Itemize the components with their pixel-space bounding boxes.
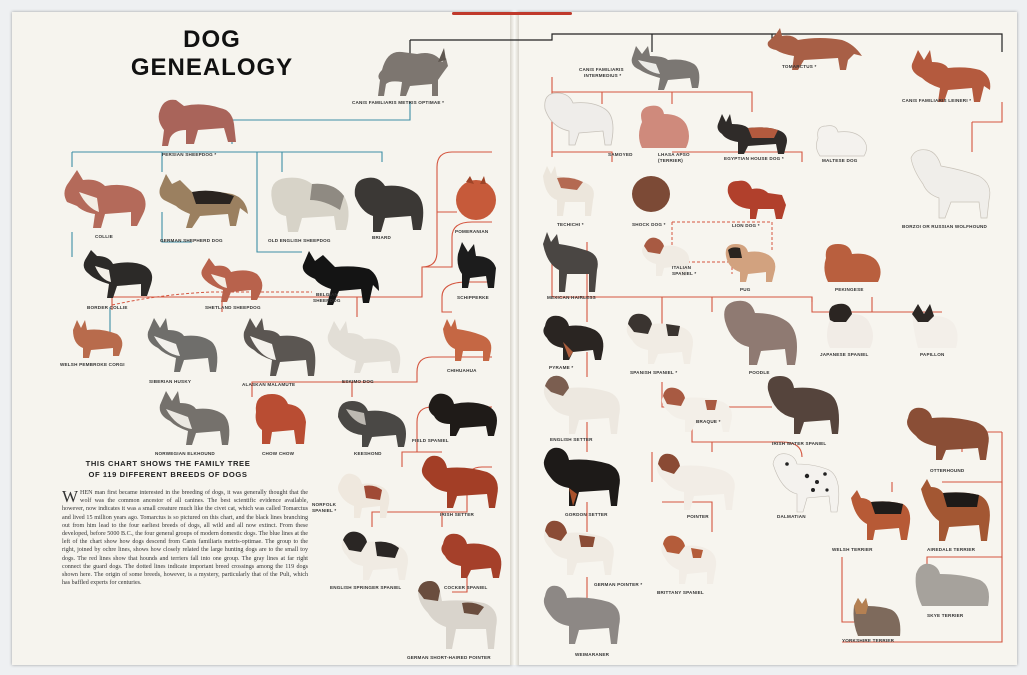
samoyed-illustration <box>537 87 617 151</box>
lhasa-apso-illustration <box>634 100 692 152</box>
japanese-spaniel-illustration <box>822 300 876 350</box>
label-cocker-spaniel: COCKER SPANIEL <box>444 585 488 590</box>
magazine-spread <box>12 12 1017 665</box>
label-border-collie: BORDER COLLIE <box>87 305 128 310</box>
collie-illustration <box>57 162 152 232</box>
alaskan-malamute-illustration <box>236 314 318 380</box>
chart-heading <box>78 458 258 480</box>
article-text: HEN man first became interested in the breeding of dogs, it was generally thought that the wolf was the common ancestor of all canines. The best scientific evidence available, however, now indicates it was a small creature much like the civet cat, which was called Tomarctus and lived 15 million years ago. Tomarctus is so pictured on this chart, and the black lines branching out from him lead to the four earliest breeds of dogs, all wild and all now extinct. From these developed, before 5000 B.C., the four general groups of modern domestic dogs. The blue lines at the left of the chart show how dogs descend from Canis familiaris metris-optimae. The group to the right, joined by ochre lines, shows how closely related the large hunting dogs are to the small toy dogs. The red lines show that hounds and terriers fall into one group. The gray lines at far right connect the guard dogs. The dotted lines indicate important breed crossings among the 119 dogs shown here. The origin of some breeds, however, is a mystery, particularly that of the Puli, which has baffled experts for centuries. <box>62 490 308 587</box>
chihuahua-illustration <box>437 317 499 365</box>
label-japanese-spaniel: JAPANESE SPANIEL <box>820 352 869 357</box>
label-siberian-husky: SIBERIAN HUSKY <box>149 379 192 384</box>
skye-terrier-illustration <box>912 560 994 610</box>
label-airedale-terrier: AIREDALE TERRIER <box>927 547 976 552</box>
english-setter-illustration <box>539 372 627 438</box>
label-brittany-spaniel: BRITTANY SPANIEL <box>657 590 704 595</box>
label-german-short-haired-pointer: GERMAN SHORT-HAIRED POINTER <box>407 655 491 660</box>
welsh-terrier-illustration <box>847 488 915 544</box>
german-pointer-illustration <box>539 517 621 579</box>
border-collie-illustration <box>77 244 157 302</box>
canis-familiaris-intermedius-illustration <box>624 42 704 92</box>
tree-line-blue-1 <box>232 102 410 144</box>
techichi-illustration <box>537 164 605 220</box>
papillon-illustration <box>908 302 962 350</box>
label-intermedius-2: INTERMEDIUS * <box>584 73 622 78</box>
label-chow-chow: CHOW CHOW <box>262 451 295 456</box>
label-techichi: TECHICHI * <box>557 222 584 227</box>
label-weimaraner: WEIMARANER <box>575 652 610 657</box>
german-shepherd-illustration <box>152 170 252 232</box>
label-belgian-sheepdog-2: SHEEPDOG <box>313 298 341 303</box>
canis-familiaris-leineri-illustration <box>904 46 994 106</box>
label-irish-water-spaniel: IRISH WATER SPANIEL <box>772 441 827 446</box>
article-dropcap: W <box>62 487 79 506</box>
page-title <box>117 26 307 82</box>
irish-setter-illustration <box>417 452 505 512</box>
label-eskimo-dog: ESKIMO DOG <box>342 379 374 384</box>
label-norwegian-elkhound: NORWEGIAN ELKHOUND <box>155 451 215 456</box>
label-spanish-spaniel: SPANISH SPANIEL * <box>630 370 678 375</box>
label-metris-optimae: CANIS FAMILIARIS METRIS OPTIMAE * <box>352 100 445 105</box>
label-welsh-terrier: WELSH TERRIER <box>832 547 873 552</box>
english-springer-spaniel-illustration <box>337 528 417 584</box>
label-borzoi: BORZOI OR RUSSIAN WOLFHOUND <box>902 224 988 229</box>
dalmatian-illustration <box>767 450 845 516</box>
chow-chow-illustration <box>248 388 310 448</box>
label-samoyed: SAMOYED <box>608 152 633 157</box>
label-shetland-sheepdog: SHETLAND SHEEPDOG <box>205 305 261 310</box>
title-line-1: DOG <box>183 26 241 53</box>
label-keeshond: KEESHOND <box>354 451 382 456</box>
old-english-sheepdog-illustration <box>262 170 352 236</box>
label-braque: BRAQUE * <box>696 419 721 424</box>
label-norfolk-spaniel-2: SPANIEL * <box>312 508 337 513</box>
poodle-illustration <box>717 297 801 369</box>
otterhound-illustration <box>902 404 998 464</box>
chart-heading-line-2: OF 119 DIFFERENT BREEDS OF DOGS <box>88 470 248 479</box>
label-pyrame: PYRAME * <box>549 365 574 370</box>
yorkshire-terrier-illustration <box>850 596 906 638</box>
metris-optimae-illustration <box>372 40 452 100</box>
schipperke-illustration <box>452 240 500 292</box>
spanish-spaniel-illustration <box>622 310 702 368</box>
shock-dog-illustration <box>629 170 675 216</box>
label-collie: COLLIE <box>95 234 114 239</box>
label-schipperke: SCHIPPERKE <box>457 295 489 300</box>
label-italian-spaniel-2: SPANIEL * <box>672 271 697 276</box>
pomeranian-illustration <box>452 174 498 226</box>
label-alaskan-malamute: ALASKAN MALAMUTE <box>242 382 296 387</box>
label-leineri: CANIS FAMILIARIS LEINERI * <box>902 98 972 103</box>
label-lhasa-apso-1: LHASA APSO <box>658 152 690 157</box>
title-line-2: GENEALOGY <box>130 54 294 81</box>
label-otterhound: OTTERHOUND <box>930 468 965 473</box>
label-pekingese: PEKINGESE <box>835 287 864 292</box>
norfolk-spaniel-illustration <box>334 470 394 522</box>
label-persian-sheepdog: PERSIAN SHEEPDOG * <box>162 152 217 157</box>
label-maltese-dog: MALTESE DOG <box>822 158 858 163</box>
egyptian-house-dog-illustration <box>714 112 792 158</box>
label-welsh-pembroke-corgi: WELSH PEMBROKE CORGI <box>60 362 125 367</box>
label-briard: BRIARD <box>372 235 392 240</box>
cocker-spaniel-illustration <box>437 530 507 582</box>
tree-line-blue-2 <box>72 152 382 162</box>
norwegian-elkhound-illustration <box>152 387 232 449</box>
label-pomeranian: POMERANIAN <box>455 229 489 234</box>
label-yorkshire-terrier: YORKSHIRE TERRIER <box>842 638 895 643</box>
pekingese-illustration <box>820 240 884 284</box>
label-shock-dog: SHOCK DOG * <box>632 222 666 227</box>
label-papillon: PAPILLON <box>920 352 945 357</box>
label-dalmatian: DALMATIAN <box>777 514 806 519</box>
pug-illustration <box>720 240 780 286</box>
label-skye-terrier: SKYE TERRIER <box>927 613 964 618</box>
label-lhasa-apso-2: (TERRIER) <box>658 158 684 163</box>
keeshond-illustration <box>330 395 410 451</box>
irish-water-spaniel-illustration <box>762 372 846 438</box>
airedale-terrier-illustration <box>917 477 997 545</box>
label-pointer: POINTER <box>687 514 709 519</box>
briard-illustration <box>347 172 427 236</box>
label-tomarctus: TOMARCTUS * <box>782 64 817 69</box>
welsh-pembroke-corgi-illustration <box>67 318 127 360</box>
borzoi-illustration <box>907 142 995 222</box>
label-german-shepherd: GERMAN SHEPHERD DOG <box>160 238 223 243</box>
pointer-illustration <box>652 450 742 514</box>
weimaraner-illustration <box>539 582 627 648</box>
eskimo-dog-illustration <box>320 317 404 377</box>
label-poodle: POODLE <box>749 370 770 375</box>
label-egyptian-house-dog: EGYPTIAN HOUSE DOG * <box>724 156 784 161</box>
label-norfolk-spaniel-1: NORFOLK <box>312 502 337 507</box>
label-old-english-sheepdog: OLD ENGLISH SHEEPDOG <box>268 238 331 243</box>
label-irish-setter: IRISH SETTER <box>440 512 475 517</box>
label-english-setter: ENGLISH SETTER <box>550 437 593 442</box>
label-gordon-setter: GORDON SETTER <box>565 512 608 517</box>
label-mexican-hairless: MEXICAN HAIRLESS <box>547 295 596 300</box>
label-chihuahua: CHIHUAHUA <box>447 368 477 373</box>
label-german-pointer: GERMAN POINTER * <box>594 582 643 587</box>
lion-dog-illustration <box>722 177 792 223</box>
pyrame-illustration <box>539 312 609 364</box>
brittany-spaniel-illustration <box>657 532 723 588</box>
braque-illustration <box>657 384 739 436</box>
label-lion-dog: LION DOG * <box>732 223 760 228</box>
maltese-dog-illustration <box>812 120 870 158</box>
label-field-spaniel: FIELD SPANIEL <box>412 438 449 443</box>
chart-heading-line-1: THIS CHART SHOWS THE FAMILY TREE <box>85 459 251 468</box>
shetland-sheepdog-illustration <box>197 252 267 304</box>
label-italian-spaniel-1: ITALIAN <box>672 265 692 270</box>
field-spaniel-illustration <box>424 390 502 440</box>
label-belgian-sheepdog-1: BELGIAN <box>316 292 339 297</box>
label-pug: PUG <box>740 287 751 292</box>
gordon-setter-illustration <box>539 444 627 510</box>
label-intermedius-1: CANIS FAMILIARIS <box>579 67 624 72</box>
label-english-springer-spaniel: ENGLISH SPRINGER SPANIEL <box>330 585 402 590</box>
siberian-husky-illustration <box>140 314 220 376</box>
mexican-hairless-illustration <box>537 230 609 296</box>
persian-sheepdog-illustration <box>152 90 240 150</box>
article-body <box>62 489 308 587</box>
